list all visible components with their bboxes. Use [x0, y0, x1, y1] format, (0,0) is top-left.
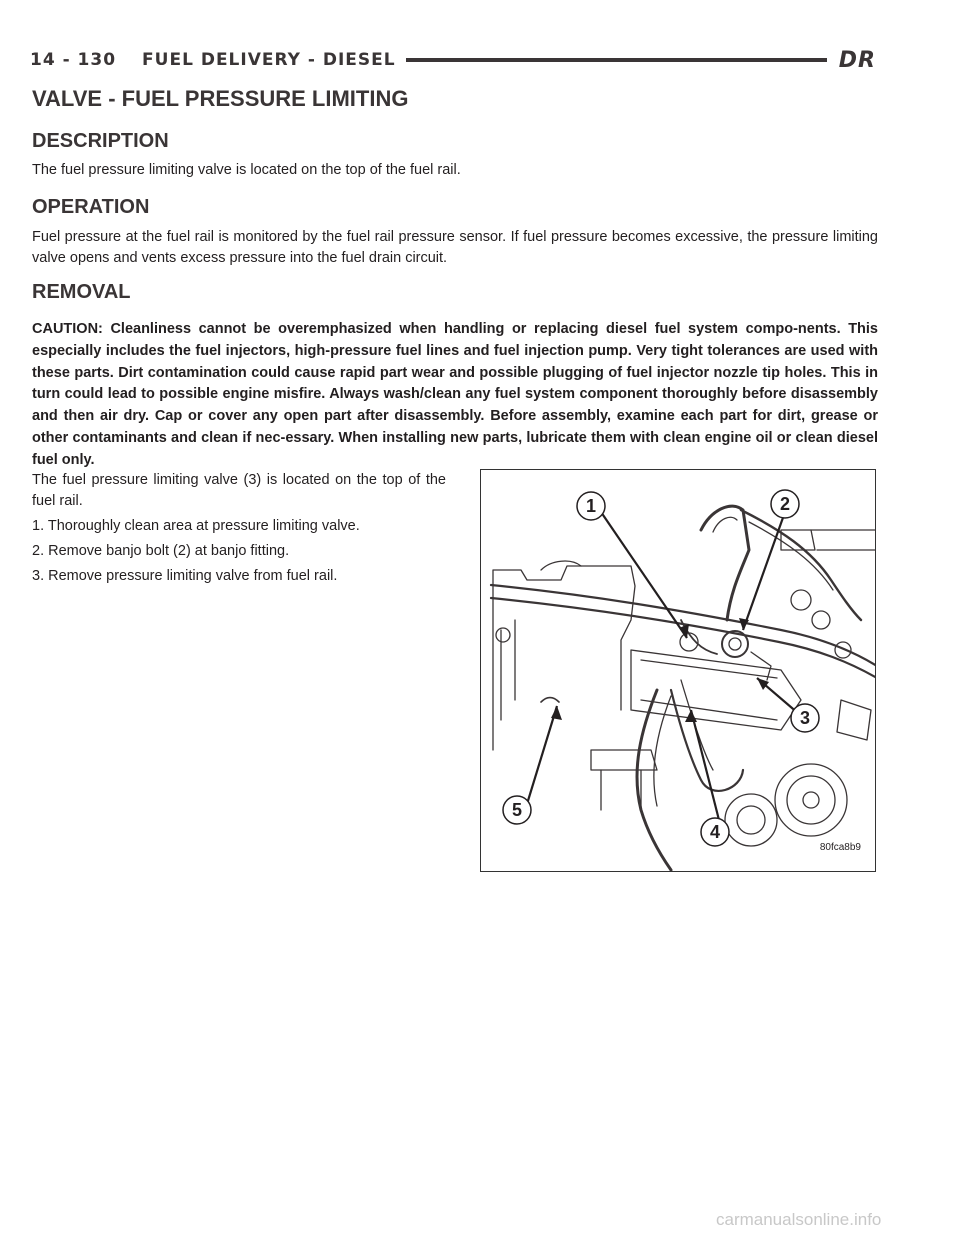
callout-3: 3: [799, 708, 811, 728]
callout-4: 4: [709, 822, 721, 842]
callout-2: 2: [779, 494, 791, 514]
engine-illustration: [480, 469, 876, 872]
operation-heading: OPERATION: [32, 196, 150, 218]
watermark: carmanualsonline.info: [716, 1210, 882, 1229]
caution-text: CAUTION: Cleanliness cannot be overemphasized when handling or replacing diesel fuel system compo-nents. This especially includes the fuel injectors, high-pressure fuel lines and fuel injection pump. Very tight tolerances are used with these parts. Dirt contamination could cause rapid part wear and possible plugging of fuel injector nozzle tip holes. This in turn could lead to possible engine misfire. Always wash/clean any fuel system component thoroughly before disassembly and then air dry. Cap or cover any open part after disassembly. Before assembly, examine each part for dirt, grease or other contaminants and clean if nec-essary. When installing new parts, lubricate them with clean engine oil or clean diesel fuel only.: [32, 321, 878, 468]
page-title: VALVE - FUEL PRESSURE LIMITING: [32, 86, 409, 111]
description-text: The fuel pressure limiting valve is located on the top of the fuel rail.: [32, 162, 461, 178]
removal-heading: REMOVAL: [32, 281, 131, 303]
page-number: 14 - 130: [30, 50, 117, 70]
operation-text: Fuel pressure at the fuel rail is monitored by the fuel rail pressure sensor. If fuel pressure becomes excessive, the pressure limiting valve opens and vents excess pressure into the fuel drain circuit.: [32, 229, 878, 266]
description-heading: DESCRIPTION: [32, 130, 169, 152]
callout-1: 1: [585, 496, 597, 516]
removal-step: 2. Remove banjo bolt (2) at banjo fitting.: [32, 543, 290, 559]
figure-code: 80fca8b9: [819, 842, 861, 853]
callout-5: 5: [511, 800, 523, 820]
removal-intro: The fuel pressure limiting valve (3) is located on the top of the fuel rail.: [32, 472, 446, 509]
page-header: [30, 46, 876, 74]
model-code: DR: [838, 47, 876, 73]
engine-line-drawing: [481, 470, 876, 872]
header-rule: [406, 58, 827, 62]
section-title: FUEL DELIVERY - DIESEL: [142, 50, 396, 70]
removal-step: 3. Remove pressure limiting valve from fuel rail.: [32, 568, 338, 584]
removal-step: 1. Thoroughly clean area at pressure limiting valve.: [32, 518, 360, 534]
